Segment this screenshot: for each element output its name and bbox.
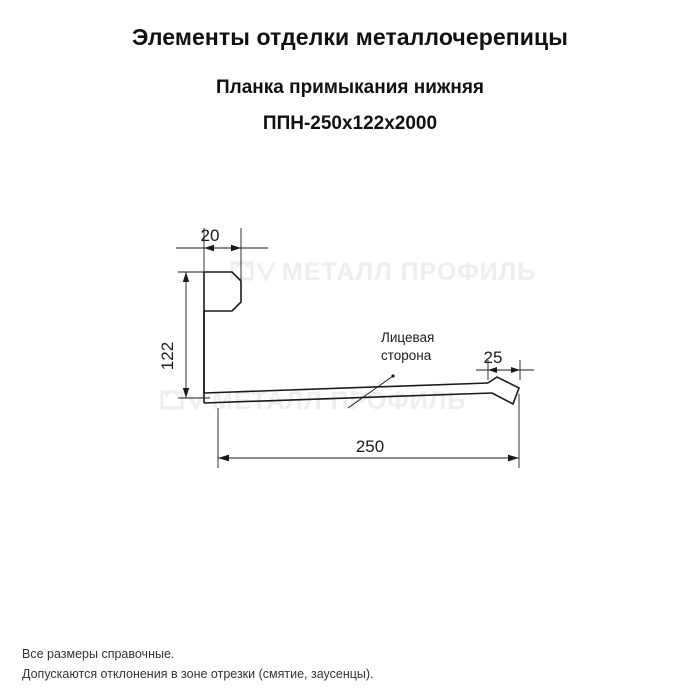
page-title: Элементы отделки металлочерепицы [131, 24, 568, 50]
watermark-text: МЕТАЛЛ ПРОФИЛЬ [282, 258, 537, 286]
technical-drawing [0, 180, 700, 550]
annotation-line1: Лицевая [381, 330, 435, 345]
watermark-top [232, 258, 536, 286]
watermark-text-2: МЕТАЛЛ ПРОФИЛЬ [212, 387, 467, 415]
title-block [0, 24, 700, 135]
footer-notes [22, 645, 682, 684]
product-name: Планка примыкания нижняя [215, 77, 485, 98]
dimension-250-label: 250 [355, 437, 385, 456]
dimension-20-label: 20 [200, 226, 220, 245]
annotation-line2: сторона [381, 348, 432, 363]
drawing-svg [0, 180, 700, 550]
footer-line-2: Допускаются отклонения в зоне отрезки (смятие, заусенцы). [22, 666, 374, 681]
profile-outline [204, 272, 519, 404]
dimension-25-label: 25 [483, 348, 503, 367]
dimension-122 [178, 272, 210, 398]
dimension-122-label: 122 [158, 341, 177, 371]
footer-line-1: Все размеры справочные. [22, 647, 175, 662]
product-code: ППН-250х122х2000 [262, 113, 438, 134]
watermark-bottom [162, 387, 466, 415]
